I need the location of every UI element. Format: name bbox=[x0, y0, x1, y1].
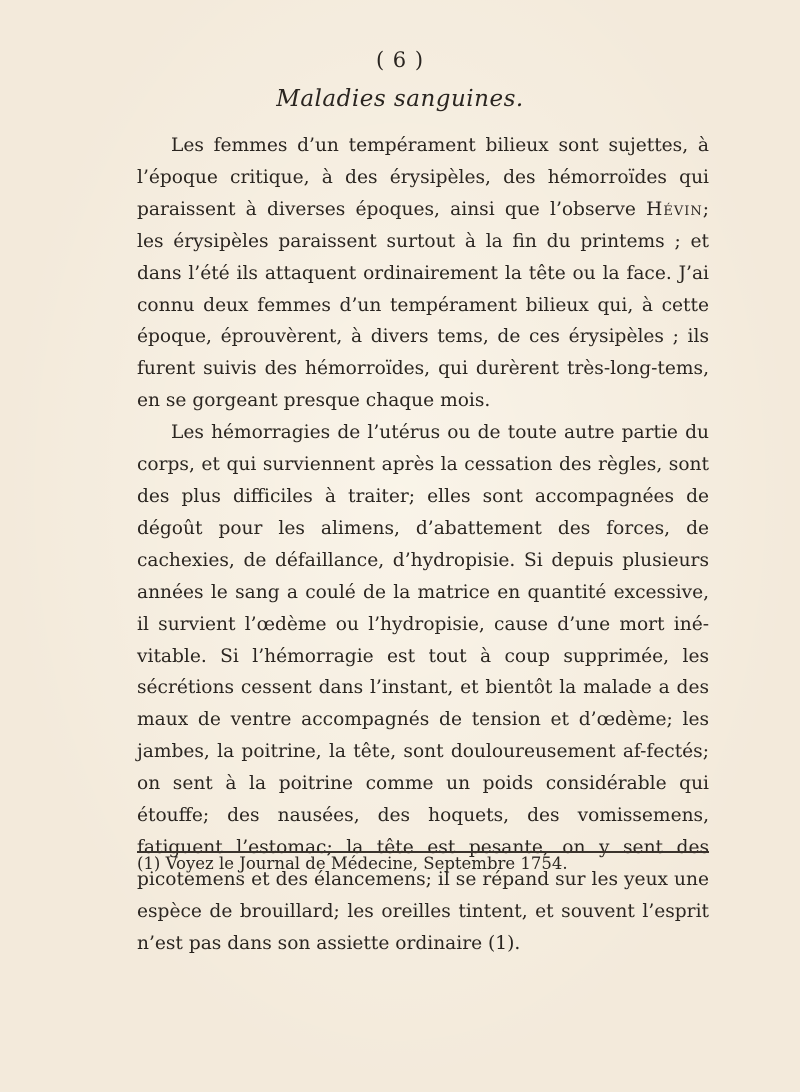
main-text bbox=[137, 130, 709, 960]
author-name-hevin: Hévin bbox=[646, 198, 703, 220]
page-number: ( 6 ) bbox=[375, 48, 425, 72]
footnote: (1) Voyez le Journal de Médecine, Septembre 1754. bbox=[137, 854, 568, 873]
paragraph-1-text-b: ; les érysipèles paraissent surtout à la fin du printems ; et dans l’été ils attaquent ordinairement la tête ou la face. J’ai connu deux femmes d’un tempérament bilieux qui, à cette époque, éprouvèrent, à divers tems, de ces érysipèles ; ils furent suivis des hémorroïdes, qui durèrent très-long-tems, en se gorgeant presque chaque mois. bbox=[137, 198, 709, 412]
paragraph-1-text-a: Les femmes d’un tempérament bilieux sont sujettes, à l’époque critique, à des érysipèles, des hémorroïdes qui paraissent à diverses époques, ainsi que l’observe bbox=[137, 135, 709, 220]
paragraph-1 bbox=[137, 130, 709, 417]
running-title: Maladies sanguines. bbox=[276, 86, 524, 112]
paragraph-2: Les hémorragies de l’utérus ou de toute autre partie du corps, et qui surviennent après la cessation des règles, sont des plus difficiles à traiter; elles sont accompagnées de dégoût pour les alimens, d’abattement des forces, de cachexies, de défaillance, d’hydropisie. Si depuis plusieurs années le sang a coulé de la matrice en quantité excessive, il survient l’œdème ou l’hydropisie, cause d’une mort iné-vitable. Si l’hémorragie est tout à coup supprimée, les sécrétions cessent dans l’instant, et bientôt la malade a des maux de ventre accompagnés de tension et d’œdème; les jambes, la poitrine, la tête, sont douloureusement af-fectés; on sent à la poitrine comme un poids considérable qui étouffe; des nausées, des hoquets, des vomissemens, fatiguent l’estomac; la tête est pesante, on y sent des picotemens et des élancemens; il se répand sur les yeux une espèce de brouillard; les oreilles tintent, et souvent l’esprit n’est pas dans son assiette ordinaire (1). bbox=[137, 422, 709, 954]
